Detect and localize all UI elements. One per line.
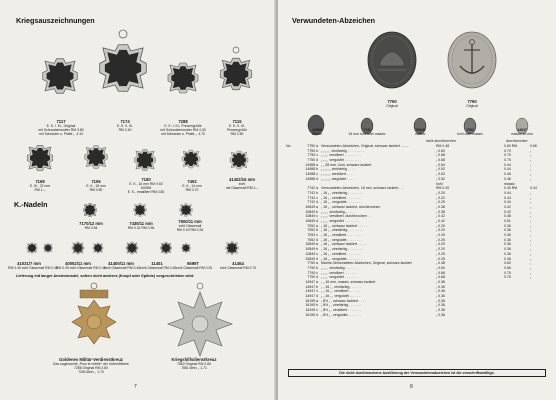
caption-10849: 10849 massiv (414, 128, 426, 137)
table-cell-p3: 0.46 (504, 172, 511, 177)
table-cell-p1: „ 0.25 (436, 251, 445, 256)
table-cell-p3: 0.75 (504, 275, 511, 280)
table-cell-code: 16195 a (305, 298, 318, 303)
table-cell-p4: „ (530, 261, 532, 266)
price-table (286, 139, 548, 317)
table-cell-p4: „ (530, 242, 532, 247)
table-cell-p1: „ 0.68 (436, 158, 445, 163)
table-cell-p1: RM 0.20 (436, 186, 450, 191)
table-cell-code: 7742 d (307, 200, 318, 205)
table-cell-p4: „ (530, 190, 532, 195)
table-cell-code: 7052 a (307, 223, 318, 228)
table-cell-p3: 0.44 (504, 167, 511, 172)
table-cell-p1: „ 0.38 (436, 279, 445, 284)
caption-40052: 40052/11 mm RM 0.45 echt Glasemail RM 0.45 (56, 261, 106, 270)
caption-41400: 41400/11 mm echt Glasemail RM 0.45 (104, 261, 141, 270)
table-cell-p4: 0.44 (530, 186, 537, 191)
caption-7742: 7742 16 mm hohl oder massiv (348, 128, 386, 137)
heading-k-nadeln: K.-Nadeln (14, 200, 48, 209)
pins-row2-image (14, 238, 264, 260)
caption-14947: 14947 massiv 16 mm (511, 128, 533, 137)
table-cell-p4: „ (530, 153, 532, 158)
caption-7052: 7052 hohl oder massiv (457, 128, 483, 137)
table-cell-p4: „ (530, 172, 532, 177)
caption-7170: 7170/12 mm RM 0.54 (79, 221, 103, 230)
table-cell-code: 10849 c (305, 251, 318, 256)
table-cell-p1: „ 0.36 (436, 294, 445, 298)
table-cell-code: 10849 d (305, 219, 318, 223)
table-cell-desc: „ 16 „ , versilbert . . . . . . . . (321, 233, 362, 238)
table-cell-p1: „ 0.20 (436, 247, 445, 252)
table-cell-code: 7790 d (307, 275, 318, 280)
table-cell-code: 7790 c (307, 270, 318, 275)
caption-11401: 11401 echt Glasemail RM 0.45 (140, 261, 177, 270)
table-cell-desc: „ „ „ „ „ versilbert . . . . (321, 172, 354, 177)
table-cell-desc: „ 16 „ , zinnfarbig . . . . . . . . (321, 228, 363, 233)
table-cell-p4: „ (530, 148, 532, 153)
table-cell-code: 7742 c (307, 195, 318, 200)
table-cell-p4: „ (530, 204, 532, 209)
caption-kriegshilfsdienstkreuz: Kriegshilfsdienstkreuz 7862 Original RM 2.80 7861 klein ,, 1.71 (171, 357, 217, 370)
delivery-note: Lieferung mit langer Anstecknadel, sofern nicht anderes (Knopf oder Splinte) vorgeschrieben wird. (16, 274, 195, 278)
table-cell-code: 7052 b (307, 228, 318, 233)
table-cell-p4: „ (530, 200, 532, 205)
table-cell-p1: „ 0.36 (436, 312, 445, 317)
table-cell-desc: „ 16 „ , zinnfarbig . . . . . . . . (321, 190, 363, 195)
table-cell-desc: „ „ „ , vergoldet . . . . . . . (321, 275, 358, 280)
table-cell-p3: massiv (504, 181, 515, 186)
table-cell-code: 14947 b (305, 284, 318, 289)
table-cell-code: 7750 b (307, 148, 318, 153)
table-cell-p4: „ (530, 219, 532, 223)
table-cell-p3: 0.44 (504, 200, 511, 205)
table-cell-desc: „ 8½ „ , versilbert . . . . . . . (321, 308, 361, 313)
table-cell-p1: „ 0.36 (436, 308, 445, 313)
table-cell-p1: „ 0.20 (436, 242, 445, 247)
caption-41031: 41031/7 mm RM 0.45 echt Glasemail RM 0.45 (8, 261, 58, 270)
heading-kriegsauszeichnungen: Kriegsauszeichnungen (16, 16, 95, 25)
caption-militaer-verdienstkreuz: Goldenes Militär-Verdienstkreuz Das sogenannte „Pour le mérite“ der Unteroffiziere 7286 Original RM 2.80 7284 klein ,, 1.70 (53, 357, 129, 374)
caption-41402: 41402/16 mm echt mit Glasemail RM 1.– (225, 177, 259, 190)
footnote-box: Die nicht durchbrochene Ausführung der Verwundetenabzeichen ist die vorschriftsmäßige. (288, 369, 546, 377)
table-cell-p1: „ 0.36 (436, 284, 445, 289)
caption-7174: 7174 E. K. II. Kl. RM 2.40 (116, 119, 134, 132)
caption-7288: 7288 E. K. I. Kl., Prinzengröße mit Schraubenmutter RM 4.30 mit Schraube u. Platte ,, 4.70 (160, 119, 206, 136)
table-cell-p4: „ (530, 247, 532, 252)
table-cell-p1: „ 0.36 (436, 289, 445, 294)
table-cell-p4: „ (530, 214, 532, 219)
small-crosses-image (18, 138, 268, 178)
table-cell-p1: „ 0.68 (436, 153, 445, 158)
table-cell-p1: „ 0.25 (436, 256, 445, 261)
table-cell-code: 7750 a (307, 144, 318, 148)
table-cell-p3: 0.36 (504, 233, 511, 238)
table-cell-p3: 0.36 (504, 242, 511, 247)
table-cell-p1: „ 0.68 (436, 270, 445, 275)
table-cell-desc: „ „ „ „ „ zinnfarbig . . . . (321, 167, 355, 172)
table-cell-p1: „ 0.52 (436, 167, 445, 172)
table-cell-code: 14988 b (305, 167, 318, 172)
table-cell-desc: „ 16 „ , zinnfarbig . . . . . . . . (321, 247, 363, 252)
table-cell-p4: „ (530, 251, 532, 256)
caption-41464: 41464 echt Glasemail RM 0.70 (219, 261, 257, 270)
table-cell-p3: 0.40 RM (504, 186, 518, 191)
table-cell-p1: „ 0.68 (436, 275, 445, 280)
table-cell-desc: „ „ 16 „ , zinnfarbig . . . . . . (321, 284, 362, 289)
caption-7117: 7117 E. K. I. Kl., Original mit Schraubenmutter RM 3.80 mit Schraube u. Platte ,, 4.10 (38, 119, 84, 136)
caption-7115: 7115 E. K. II. Kl. Prinzengröße RM 2.80 (226, 119, 248, 136)
table-row (286, 313, 548, 318)
table-cell-code: 14947 a (305, 279, 318, 284)
table-cell-p1: RM 0.48 (436, 144, 450, 148)
table-cell-desc: „ „ 16 „ , vergoldet . . . . . . (321, 294, 361, 298)
table-cell-desc: „ 8½ „ , vergoldet . . . . . . . (321, 312, 362, 317)
table-cell-desc: „ 16 „ , versilbert . . . . . . . . (321, 195, 362, 200)
table-cell-code: 7742 a (307, 186, 318, 191)
table-cell-p4: „ (530, 233, 532, 238)
table-cell-code: 14988 a (305, 162, 318, 167)
table-cell-p4: „ (530, 275, 532, 280)
table-cell-p1: „ 0.52 (436, 176, 445, 181)
table-cell-p1: „ 0.20 (436, 190, 445, 195)
price-table-header: nicht durchbrochen durchbrochen (426, 139, 528, 143)
table-cell-desc: Verwundeten-Abzeichen, Original, schwarz lackiert ........ (321, 144, 409, 148)
table-cell-code: 7750 c (307, 153, 318, 158)
table-cell-p4: „ (530, 223, 532, 228)
heading-verwundeten-abzeichen: Verwundeten-Abzeichen (292, 16, 376, 25)
table-cell-p4: 0.66 (530, 144, 537, 148)
table-cell-desc: „ 16 „ , vergoldet . . . . . . . . (321, 200, 363, 205)
table-cell-p1: „ 0.25 (436, 237, 445, 242)
table-cell-p1: „ 0.36 (436, 298, 445, 303)
table-cell-p1: „ 0.42 (436, 219, 445, 223)
table-cell-p4: „ (530, 256, 532, 261)
table-cell-code: 16195 b (305, 303, 318, 308)
table-cell-p1: „ 0.38 (436, 209, 445, 214)
table-cell-code: 10849 d (305, 256, 318, 261)
table-cell-p4: „ (530, 158, 532, 163)
large-crosses-image (18, 28, 268, 118)
table-cell-p1: „ 0.22 (436, 195, 445, 200)
table-cell-code: 7790 a (307, 261, 318, 266)
table-cell-p1: „ 0.20 (436, 223, 445, 228)
table-cell-code: 14947 c (305, 289, 318, 294)
table-cell-desc: „ „ 16 „ , versilbert . . . . . . (321, 289, 361, 294)
table-cell-desc: „ „ „ , zinnfarbig . . . . . . . (321, 265, 359, 270)
table-cell-p4: „ (530, 167, 532, 172)
table-cell-desc: „ „ „ „ „ vergoldet . . . . (321, 176, 354, 181)
table-cell-desc: „ „ „ „ , zinnfarbig . . . . . . . . . (321, 148, 365, 153)
table-cell-desc: „ „ „ , zinnfarbig „ . . . . (321, 209, 355, 214)
table-cell-p1: „ 0.60 (436, 148, 445, 153)
table-cell-desc: „ „ „ , vergoldet . . . . . . . . . (321, 158, 362, 163)
table-cell-p3: 0.60 (504, 261, 511, 266)
table-cell-p3: 0.44 (504, 195, 511, 200)
table-cell-p1: „ 0.25 (436, 233, 445, 238)
table-cell-desc: „ 16 „ , versilbert . . . . . . . . (321, 251, 362, 256)
table-cell-p1: „ 0.48 (436, 261, 445, 266)
table-cell-code: 14988 d (305, 176, 318, 181)
table-cell-code: 14988 c (305, 172, 318, 177)
table-cell-desc: „ 16 „ , vergoldet . . . . . . . . (321, 256, 363, 261)
table-cell-p3: 0.75 (504, 270, 511, 275)
table-cell-p3: 0.42 (504, 204, 511, 209)
table-cell-p1: „ 0.38 (436, 204, 445, 209)
table-cell-p4: „ (530, 195, 532, 200)
table-cell-code: 10849 a (305, 204, 318, 209)
table-cell-p1: „ 0.25 (436, 200, 445, 205)
table-cell-desc: Marine-Verwundeten-Abzeichen, Original, schwarz lackiert (321, 261, 412, 266)
table-cell-p4: „ (530, 265, 532, 270)
table-cell-p4: „ (530, 270, 532, 275)
table-cell-p3: 0.44 (504, 190, 511, 195)
table-cell-p3: 0.44 (504, 162, 511, 167)
table-cell-desc: „ „ „ , versilbert . . . . . . . (321, 270, 358, 275)
page-number-right: 8 (410, 384, 413, 390)
caption-7180: 7180 E. K., 16 mm RM 0.60 6029M E. K., emailliert RM 0.80 (127, 177, 165, 194)
table-cell-p3: 0.36 (504, 223, 511, 228)
table-cell-p3: 0.36 (504, 247, 511, 252)
table-cell-p4: „ (530, 228, 532, 233)
table-cell-desc: „ „ „ , versilbert, durchbrochen . . (321, 214, 371, 219)
table-cell-desc: „ 16 „ , schwarz lackiert, durchbrochen (321, 204, 381, 209)
table-cell-code: 7750 d (307, 158, 318, 163)
table-cell-code: 10849 a (305, 242, 318, 247)
table-cell-p1: „ 0.54 (436, 162, 445, 167)
table-cell-p3: 0.75 (504, 158, 511, 163)
table-cell-code: 7052 c (307, 233, 318, 238)
table-cell-p3: 0.60 RM (504, 144, 518, 148)
table-cell-code: 7742 b (307, 190, 318, 195)
table-cell-p4: „ (530, 162, 532, 167)
table-cell-code: 10849 c (305, 214, 318, 219)
table-cell-p3: 0.36 (504, 256, 511, 261)
table-cell-desc: „ 8½ „ , schwarz lackiert . . . . (321, 298, 366, 303)
table-cell-desc: „ „ 28 mm, hohl, schwarz lackiert (321, 162, 372, 167)
table-cell-p1: „ 0.60 (436, 265, 445, 270)
table-cell-p1: „ 0.52 (436, 172, 445, 177)
table-cell-code: 14947 d (305, 294, 318, 298)
table-cell-p4: „ (530, 209, 532, 214)
table-cell-p1: hohl (436, 181, 443, 186)
table-cell-p3: 0.48 (504, 214, 511, 219)
table-cell-code: 7052 d (307, 237, 318, 242)
page-number-left: 7 (134, 384, 137, 390)
table-cell-p4: „ (530, 176, 532, 181)
caption-6599t: 6599T echt Glasemail RM 0.25 (176, 261, 213, 270)
caption-7168: 7168 E. Kl., 22 mm RM 1.– (29, 179, 51, 192)
table-cell-p3: 0.42 (504, 209, 511, 214)
table-cell-p4: „ (530, 237, 532, 242)
table-cell-p1: „ 0.42 (436, 214, 445, 219)
caption-7156: 7156 E. K., 18 mm RM 0.80 (86, 179, 106, 192)
table-cell-p1: „ 0.36 (436, 303, 445, 308)
wound-badges-large-image (360, 28, 510, 98)
table-cell-desc: „ „ „ , vergoldet . . . . . . . . (321, 219, 360, 223)
price-table-body (286, 144, 548, 317)
pins-row1-image (80, 200, 220, 220)
table-cell-desc: „ „ „ , versilbert . . . . . . . . . (321, 153, 362, 158)
table-cell-desc: „ 16 „ , schwarz lackiert . . . . . (321, 242, 367, 247)
table-cell-code: 16195 c (305, 308, 318, 313)
caption-7500: 7500/11 mm echt Glasemail RM 0.19 RM 0.26 (176, 219, 204, 232)
table-cell-code: 10849 b (305, 209, 318, 214)
caption-7435: 7435/11 mm RM 0.32 RM 0.36 (127, 221, 155, 230)
caption-14988: 14988 28 mm (311, 128, 323, 137)
table-cell-p3: 0.66 (504, 265, 511, 270)
table-cell-p3: 0.75 (504, 153, 511, 158)
table-cell-p3: 0.51 (504, 219, 511, 223)
table-cell-code: 7790 b (307, 265, 318, 270)
table-cell-code: 16195 d (305, 312, 318, 317)
table-cell-code: 10849 b (305, 247, 318, 252)
table-cell-no: No. (286, 144, 292, 148)
caption-7452: 7452 E. K., 14 mm RM 0.70 (182, 179, 202, 192)
table-cell-p3: 0.46 (504, 176, 511, 181)
table-cell-desc: „ 8½ „ , zinnfarbig . . . . . . . (321, 303, 362, 308)
table-cell-desc: „ 16 „ , schwarz lackiert . . . . . (321, 223, 367, 228)
table-cell-p1: „ 0.20 (436, 228, 445, 233)
caption-7750: 7750 Original (386, 99, 398, 108)
table-cell-p3: 0.36 (504, 237, 511, 242)
table-cell-desc: „ „ 16 mm, massiv, schwarz lackiert (321, 279, 376, 284)
medals-image (60, 282, 240, 358)
table-cell-desc: Verwundeten-Abzeichen, 16 mm, schwarz lackiert . . . (321, 186, 405, 191)
table-cell-p3: 0.70 (504, 148, 511, 153)
table-cell-p3: 0.36 (504, 228, 511, 233)
caption-7790: 7790 Original (466, 99, 478, 108)
table-cell-desc: „ 16 „ , vergoldet . . . . . . . . (321, 237, 363, 242)
table-cell-p3: 0.36 (504, 251, 511, 256)
